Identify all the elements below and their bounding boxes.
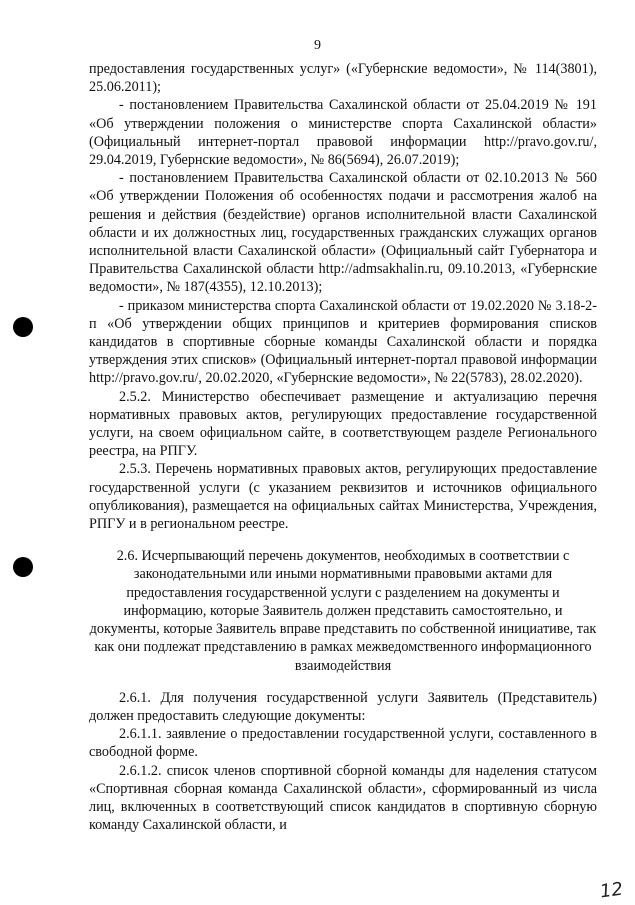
- handwritten-page-mark: 12: [598, 878, 625, 903]
- paragraph: предоставления государственных услуг» («Губернские ведомости», № 114(3801), 25.06.2011);: [89, 61, 597, 96]
- punch-hole: [13, 317, 33, 337]
- paragraph: 2.6.1.1. заявление о предоставлении государственной услуги, составленного в свободной форме.: [89, 726, 597, 761]
- paragraph: 2.6.1.2. список членов спортивной сборной команды для наделения статусом «Спортивная сборная команда Сахалинской области», сформированный из числа лиц, включенных в соответствующий список кандидатов в спортивную сборную команду Сахалинской области, и: [89, 762, 597, 834]
- list-item: - постановлением Правительства Сахалинской области от 02.10.2013 № 560 «Об утверждении Положения об особенностях подачи и рассмотрения жалоб на решения и действия (бездействие) органов исполнительной власти Сахалинской области и их должностных лиц, государственных гражданских служащих органов исполнительной власти Сахалинской области» (Официальный сайт Губернатора и Правительства Сахалинской области http://admsakhalin.ru, 09.10.2013, «Губернские ведомости», № 187(4355), 12.10.2013);: [89, 170, 597, 296]
- list-item: - постановлением Правительства Сахалинской области от 25.04.2019 № 191 «Об утверждении положения о министерстве спорта Сахалинской области» (Официальный интернет-портал правовой информации http://pravo.gov.ru/, 29.04.2019, Губернские ведомости», № 86(5694), 26.07.2019);: [89, 97, 597, 169]
- document-body: [89, 60, 597, 834]
- list-item: - приказом министерства спорта Сахалинской области от 19.02.2020 № 3.18-2-п «Об утверждении общих принципов и критериев формирования списков кандидатов в спортивные сборные команды Сахалинской области и порядка утверждения этих списков» (Официальный интернет-портал правовой информации http://pravo.gov.ru/, 20.02.2020, «Губернские ведомости», № 22(5783), 28.02.2020).: [89, 297, 597, 387]
- page-number: 9: [314, 38, 321, 53]
- paragraph: 2.5.3. Перечень нормативных правовых актов, регулирующих предоставление государственной услуги (с указанием реквизитов и источников официального опубликования), размещается на официальных сайтах Министерства, Учреждения, РПГУ и в региональном реестре.: [89, 461, 597, 533]
- section-heading: 2.6. Исчерпывающий перечень документов, необходимых в соответствии с законодательными или иными нормативными правовыми актами для предоставления государственной услуги с разделением на документы и информацию, которые Заявитель должен представить самостоятельно, и документы, которые Заявитель вправе представить по собственной инициативе, так как они подлежат представлению в рамках межведомственного информационного взаимодействия: [89, 548, 597, 674]
- punch-hole: [13, 557, 33, 577]
- paragraph: 2.5.2. Министерство обеспечивает размещение и актуализацию перечня нормативных правовых актов, регулирующих предоставление государственной услуги, на своем официальном сайте, в соответствующем разделе Регионального реестра, на РПГУ.: [89, 388, 597, 460]
- paragraph: 2.6.1. Для получения государственной услуги Заявитель (Представитель) должен предоставить следующие документы:: [89, 689, 597, 724]
